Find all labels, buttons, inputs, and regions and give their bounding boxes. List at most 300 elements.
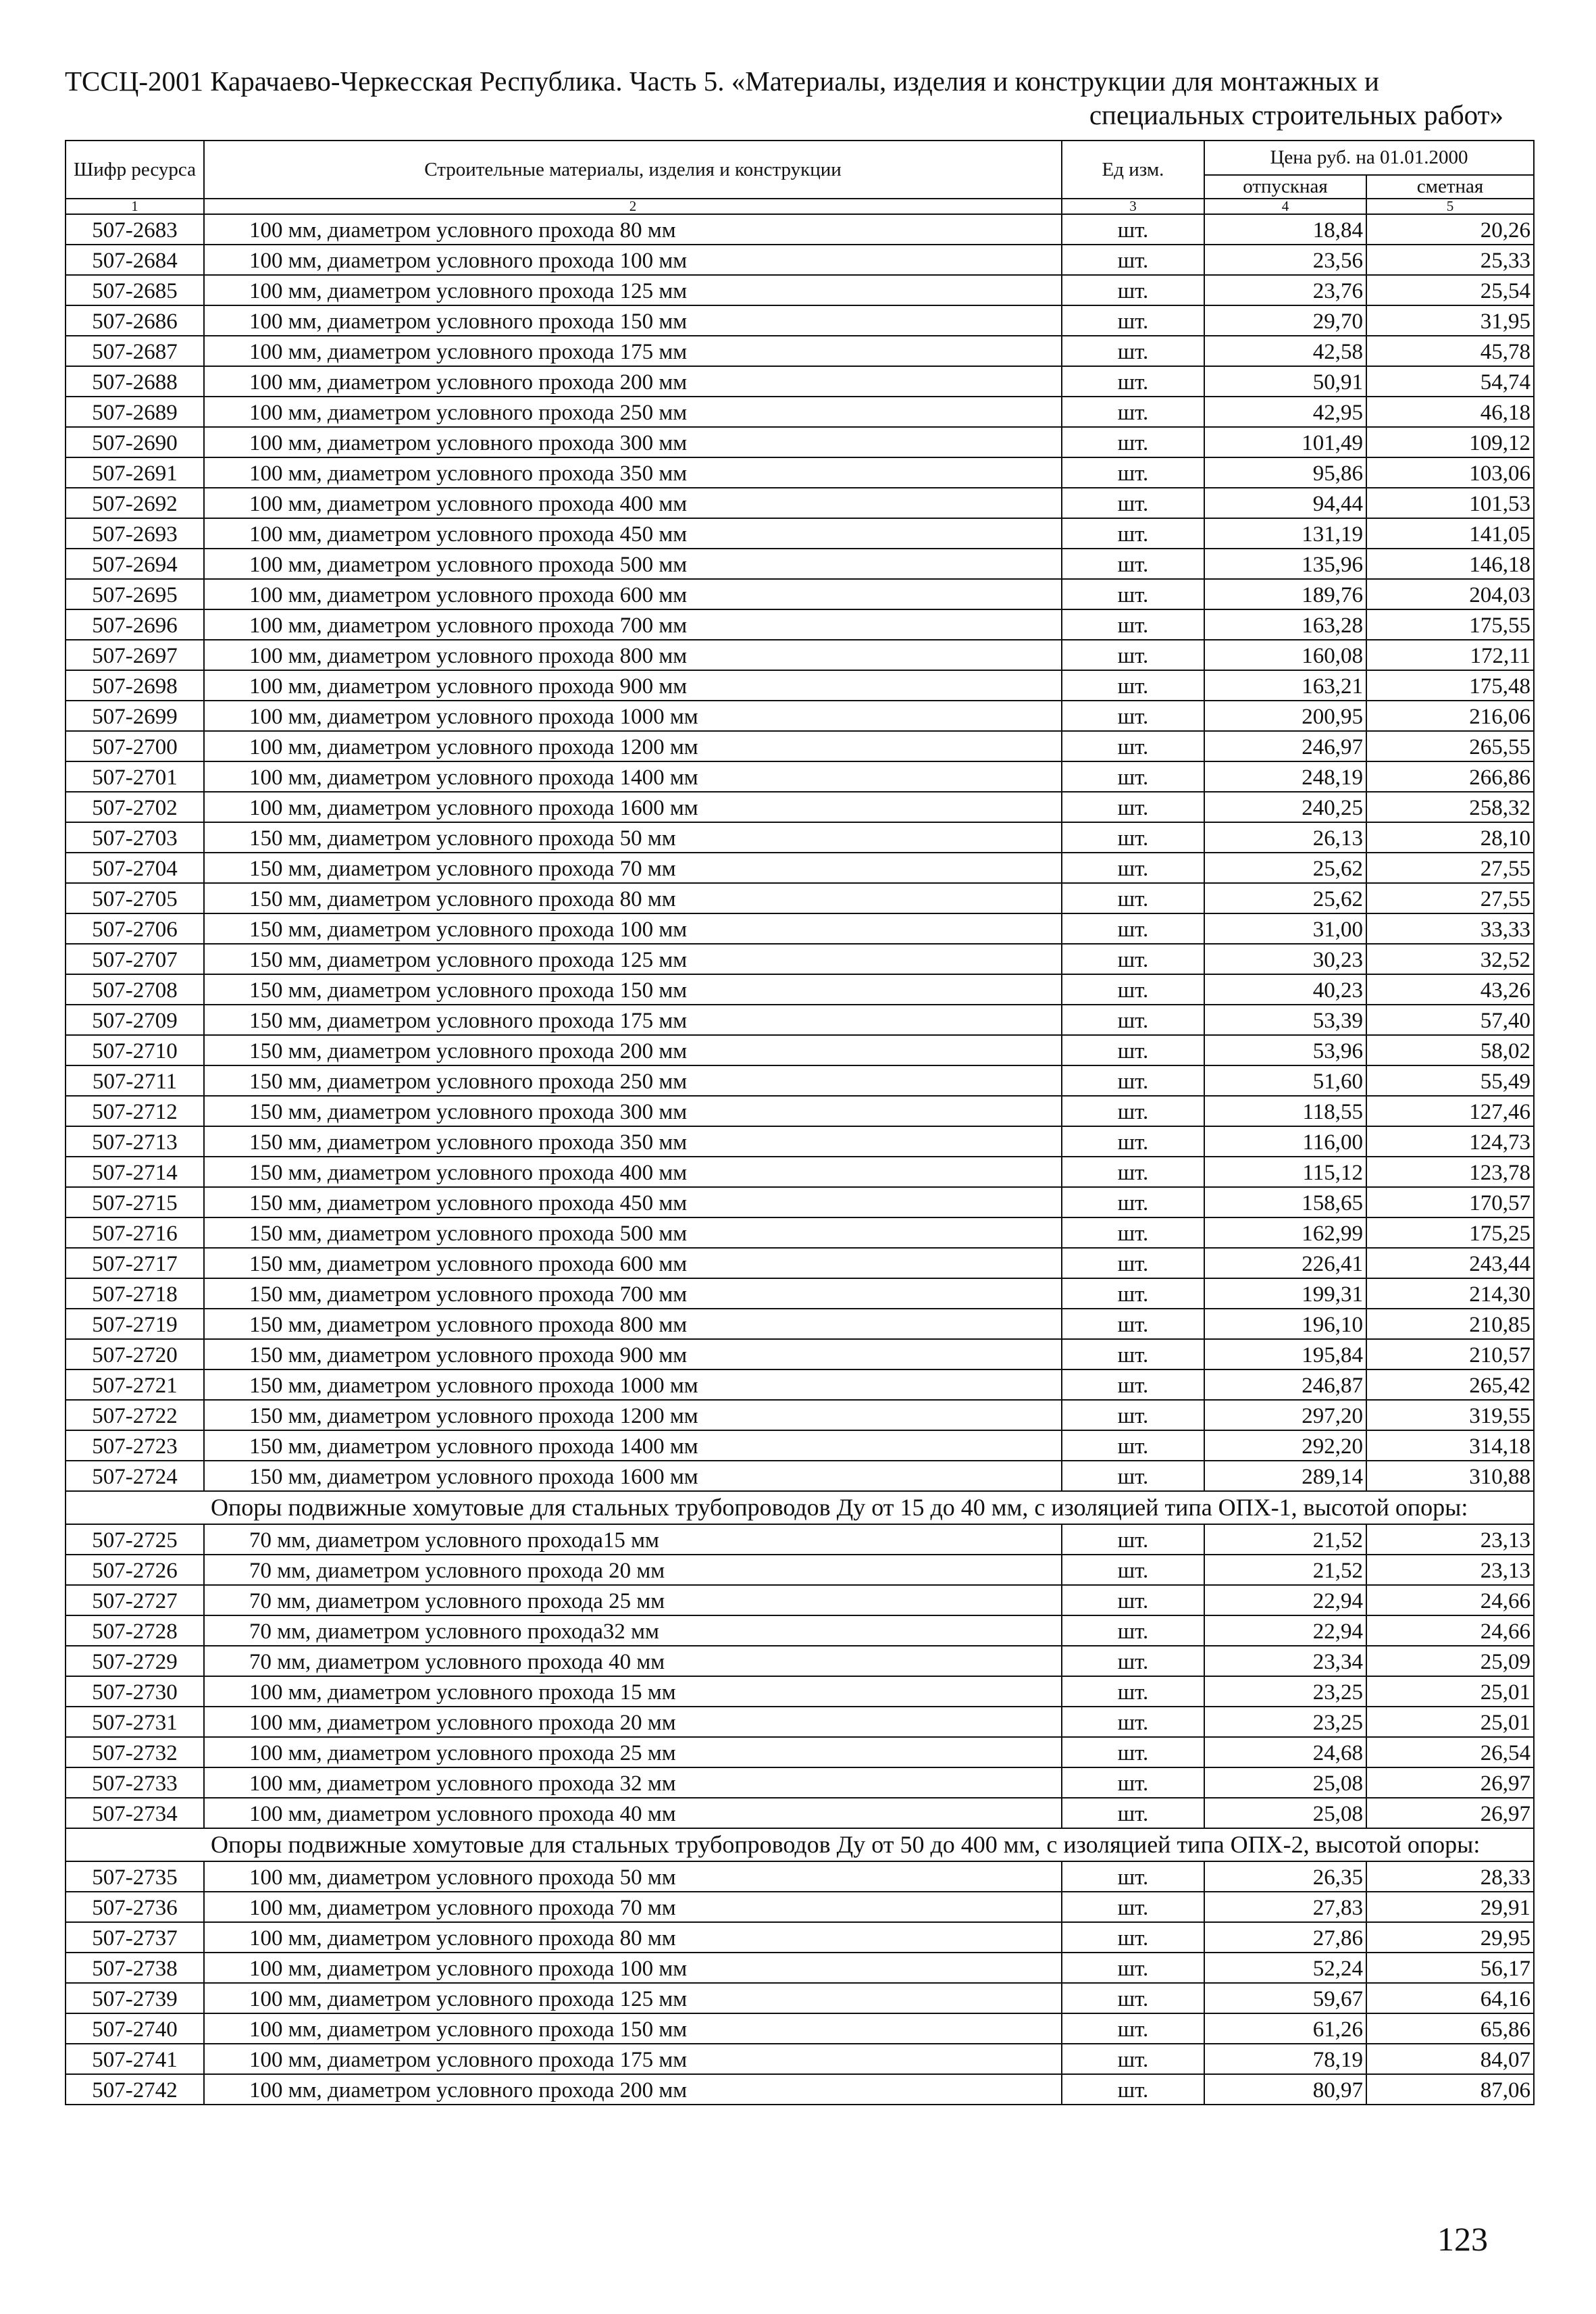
table-row — [66, 1461, 1534, 1491]
row-code: 507-2726 — [66, 1555, 204, 1585]
row-code: 507-2689 — [66, 397, 204, 427]
row-unit: шт. — [1062, 1953, 1204, 1983]
row-unit: шт. — [1062, 731, 1204, 761]
table-body-group-b — [66, 1524, 1534, 1828]
row-unit: шт. — [1062, 792, 1204, 822]
section-heading: Опоры подвижные хомутовые для стальных трубопроводов Ду от 15 до 40 мм, с изоляцией типа ОПХ-1, высотой опоры: — [66, 1491, 1534, 1524]
row-unit: шт. — [1062, 883, 1204, 913]
row-code: 507-2732 — [66, 1737, 204, 1767]
row-name: 150 мм, диаметром условного прохода 500 мм — [204, 1217, 1062, 1248]
row-price-estimate: 204,03 — [1366, 579, 1534, 609]
row-unit: шт. — [1062, 1922, 1204, 1953]
row-name: 100 мм, диаметром условного прохода 175 мм — [204, 2044, 1062, 2074]
table-row — [66, 1953, 1534, 1983]
table-row — [66, 701, 1534, 731]
row-price-estimate: 25,33 — [1366, 245, 1534, 275]
table-row — [66, 1922, 1534, 1953]
row-price-estimate: 46,18 — [1366, 397, 1534, 427]
row-price-estimate: 210,57 — [1366, 1339, 1534, 1369]
row-name: 150 мм, диаметром условного прохода 250 мм — [204, 1065, 1062, 1096]
table-row — [66, 1585, 1534, 1615]
row-name: 100 мм, диаметром условного прохода 80 мм — [204, 214, 1062, 245]
row-unit: шт. — [1062, 1555, 1204, 1585]
table-row — [66, 397, 1534, 427]
row-name: 100 мм, диаметром условного прохода 125 мм — [204, 1983, 1062, 2013]
table-row — [66, 579, 1534, 609]
row-code: 507-2684 — [66, 245, 204, 275]
row-price-release: 292,20 — [1204, 1430, 1366, 1461]
row-price-release: 162,99 — [1204, 1217, 1366, 1248]
row-price-release: 24,68 — [1204, 1737, 1366, 1767]
header-price-estimate: сметная — [1366, 175, 1534, 199]
row-name: 100 мм, диаметром условного прохода 70 мм — [204, 1892, 1062, 1922]
row-price-release: 53,39 — [1204, 1005, 1366, 1035]
row-code: 507-2742 — [66, 2074, 204, 2105]
row-name: 100 мм, диаметром условного прохода 32 мм — [204, 1767, 1062, 1798]
row-code: 507-2709 — [66, 1005, 204, 1035]
row-price-estimate: 175,55 — [1366, 609, 1534, 640]
row-code: 507-2740 — [66, 2013, 204, 2044]
row-code: 507-2688 — [66, 366, 204, 397]
row-price-release: 240,25 — [1204, 792, 1366, 822]
table-row — [66, 609, 1534, 640]
row-price-estimate: 25,54 — [1366, 275, 1534, 305]
row-unit: шт. — [1062, 944, 1204, 974]
row-price-release: 25,62 — [1204, 853, 1366, 883]
table-row — [66, 1065, 1534, 1096]
table-row — [66, 305, 1534, 336]
row-price-release: 196,10 — [1204, 1309, 1366, 1339]
row-price-release: 25,08 — [1204, 1798, 1366, 1828]
row-unit: шт. — [1062, 761, 1204, 792]
row-price-estimate: 84,07 — [1366, 2044, 1534, 2074]
section-c — [66, 1828, 1534, 1861]
row-unit: шт. — [1062, 1096, 1204, 1126]
row-price-estimate: 266,86 — [1366, 761, 1534, 792]
table-row — [66, 883, 1534, 913]
row-name: 70 мм, диаметром условного прохода 20 мм — [204, 1555, 1062, 1585]
row-price-release: 101,49 — [1204, 427, 1366, 457]
row-unit: шт. — [1062, 1065, 1204, 1096]
row-unit: шт. — [1062, 1585, 1204, 1615]
row-code: 507-2739 — [66, 1983, 204, 2013]
row-name: 100 мм, диаметром условного прохода 25 мм — [204, 1737, 1062, 1767]
column-number: 1 — [66, 199, 204, 214]
table-row — [66, 275, 1534, 305]
row-name: 100 мм, диаметром условного прохода 450 мм — [204, 518, 1062, 549]
row-price-estimate: 43,26 — [1366, 974, 1534, 1005]
table-row — [66, 1767, 1534, 1798]
row-price-estimate: 124,73 — [1366, 1126, 1534, 1157]
row-price-estimate: 56,17 — [1366, 1953, 1534, 1983]
row-price-release: 26,35 — [1204, 1861, 1366, 1892]
row-unit: шт. — [1062, 1615, 1204, 1646]
header-code: Шифр ресурса — [66, 141, 204, 199]
row-price-release: 226,41 — [1204, 1248, 1366, 1278]
table-row — [66, 1676, 1534, 1707]
row-unit: шт. — [1062, 397, 1204, 427]
row-price-estimate: 25,01 — [1366, 1707, 1534, 1737]
row-price-estimate: 141,05 — [1366, 518, 1534, 549]
row-price-estimate: 265,42 — [1366, 1369, 1534, 1400]
row-code: 507-2712 — [66, 1096, 204, 1126]
table-row — [66, 518, 1534, 549]
section-heading: Опоры подвижные хомутовые для стальных трубопроводов Ду от 50 до 400 мм, с изоляцией типа ОПХ-2, высотой опоры: — [66, 1828, 1534, 1861]
row-price-release: 200,95 — [1204, 701, 1366, 731]
row-code: 507-2714 — [66, 1157, 204, 1187]
table-body-group-a — [66, 214, 1534, 1491]
row-unit: шт. — [1062, 366, 1204, 397]
table-row — [66, 792, 1534, 822]
row-code: 507-2729 — [66, 1646, 204, 1676]
table-row — [66, 214, 1534, 245]
row-price-release: 158,65 — [1204, 1187, 1366, 1217]
row-code: 507-2731 — [66, 1707, 204, 1737]
row-unit: шт. — [1062, 1861, 1204, 1892]
row-price-release: 131,19 — [1204, 518, 1366, 549]
header-unit: Ед изм. — [1062, 141, 1204, 199]
row-price-estimate: 26,54 — [1366, 1737, 1534, 1767]
row-unit: шт. — [1062, 579, 1204, 609]
table-row — [66, 1707, 1534, 1737]
table-row — [66, 336, 1534, 366]
row-price-release: 160,08 — [1204, 640, 1366, 670]
row-unit: шт. — [1062, 1798, 1204, 1828]
row-price-release: 116,00 — [1204, 1126, 1366, 1157]
row-unit: шт. — [1062, 853, 1204, 883]
table-row — [66, 974, 1534, 1005]
row-name: 150 мм, диаметром условного прохода 1400 мм — [204, 1430, 1062, 1461]
row-name: 150 мм, диаметром условного прохода 70 мм — [204, 853, 1062, 883]
row-name: 100 мм, диаметром условного прохода 600 мм — [204, 579, 1062, 609]
row-unit: шт. — [1062, 275, 1204, 305]
row-price-estimate: 23,13 — [1366, 1524, 1534, 1555]
table-row — [66, 731, 1534, 761]
row-price-estimate: 314,18 — [1366, 1430, 1534, 1461]
row-unit: шт. — [1062, 2044, 1204, 2074]
row-unit: шт. — [1062, 1892, 1204, 1922]
row-name: 150 мм, диаметром условного прохода 450 мм — [204, 1187, 1062, 1217]
row-code: 507-2711 — [66, 1065, 204, 1096]
row-code: 507-2733 — [66, 1767, 204, 1798]
row-code: 507-2705 — [66, 883, 204, 913]
row-price-estimate: 243,44 — [1366, 1248, 1534, 1278]
table-row — [66, 1217, 1534, 1248]
row-unit: шт. — [1062, 1737, 1204, 1767]
row-name: 100 мм, диаметром условного прохода 175 мм — [204, 336, 1062, 366]
row-price-release: 80,97 — [1204, 2074, 1366, 2105]
row-code: 507-2721 — [66, 1369, 204, 1400]
row-price-estimate: 26,97 — [1366, 1798, 1534, 1828]
row-price-release: 21,52 — [1204, 1555, 1366, 1585]
row-name: 150 мм, диаметром условного прохода 700 мм — [204, 1278, 1062, 1309]
row-code: 507-2736 — [66, 1892, 204, 1922]
row-price-estimate: 25,09 — [1366, 1646, 1534, 1676]
row-code: 507-2728 — [66, 1615, 204, 1646]
row-price-estimate: 175,48 — [1366, 670, 1534, 701]
table-body-group-c — [66, 1861, 1534, 2105]
row-code: 507-2707 — [66, 944, 204, 974]
row-code: 507-2741 — [66, 2044, 204, 2074]
row-unit: шт. — [1062, 1035, 1204, 1065]
row-price-release: 30,23 — [1204, 944, 1366, 974]
table-row — [66, 822, 1534, 853]
row-price-release: 163,21 — [1204, 670, 1366, 701]
row-price-release: 25,62 — [1204, 883, 1366, 913]
row-name: 100 мм, диаметром условного прохода 50 мм — [204, 1861, 1062, 1892]
row-code: 507-2701 — [66, 761, 204, 792]
row-price-release: 61,26 — [1204, 2013, 1366, 2044]
row-price-release: 27,86 — [1204, 1922, 1366, 1953]
row-name: 100 мм, диаметром условного прохода 125 мм — [204, 275, 1062, 305]
row-name: 150 мм, диаметром условного прохода 125 мм — [204, 944, 1062, 974]
row-price-release: 31,00 — [1204, 913, 1366, 944]
table-row — [66, 1524, 1534, 1555]
column-number: 3 — [1062, 199, 1204, 214]
row-code: 507-2708 — [66, 974, 204, 1005]
row-name: 100 мм, диаметром условного прохода 1000 мм — [204, 701, 1062, 731]
row-price-estimate: 127,46 — [1366, 1096, 1534, 1126]
row-price-estimate: 27,55 — [1366, 853, 1534, 883]
row-unit: шт. — [1062, 1005, 1204, 1035]
row-name: 150 мм, диаметром условного прохода 50 мм — [204, 822, 1062, 853]
row-name: 150 мм, диаметром условного прохода 600 мм — [204, 1248, 1062, 1278]
row-name: 100 мм, диаметром условного прохода 15 мм — [204, 1676, 1062, 1707]
row-price-estimate: 29,95 — [1366, 1922, 1534, 1953]
row-code: 507-2700 — [66, 731, 204, 761]
row-name: 100 мм, диаметром условного прохода 100 мм — [204, 245, 1062, 275]
row-price-release: 289,14 — [1204, 1461, 1366, 1491]
row-price-estimate: 216,06 — [1366, 701, 1534, 731]
row-price-estimate: 28,33 — [1366, 1861, 1534, 1892]
row-name: 150 мм, диаметром условного прохода 175 мм — [204, 1005, 1062, 1035]
row-unit: шт. — [1062, 670, 1204, 701]
row-unit: шт. — [1062, 518, 1204, 549]
row-code: 507-2722 — [66, 1400, 204, 1430]
row-code: 507-2702 — [66, 792, 204, 822]
row-price-estimate: 265,55 — [1366, 731, 1534, 761]
row-name: 150 мм, диаметром условного прохода 1000 мм — [204, 1369, 1062, 1400]
row-code: 507-2720 — [66, 1339, 204, 1369]
row-unit: шт. — [1062, 1524, 1204, 1555]
row-name: 70 мм, диаметром условного прохода 40 мм — [204, 1646, 1062, 1676]
row-name: 100 мм, диаметром условного прохода 1400 мм — [204, 761, 1062, 792]
row-name: 100 мм, диаметром условного прохода 200 мм — [204, 366, 1062, 397]
row-price-release: 42,58 — [1204, 336, 1366, 366]
row-price-estimate: 24,66 — [1366, 1585, 1534, 1615]
row-price-estimate: 170,57 — [1366, 1187, 1534, 1217]
row-price-estimate: 172,11 — [1366, 640, 1534, 670]
row-name: 100 мм, диаметром условного прохода 80 мм — [204, 1922, 1062, 1953]
table-row — [66, 640, 1534, 670]
row-price-estimate: 24,66 — [1366, 1615, 1534, 1646]
row-price-release: 23,25 — [1204, 1676, 1366, 1707]
row-code: 507-2730 — [66, 1676, 204, 1707]
row-unit: шт. — [1062, 1767, 1204, 1798]
row-code: 507-2734 — [66, 1798, 204, 1828]
row-price-estimate: 65,86 — [1366, 2013, 1534, 2044]
row-name: 100 мм, диаметром условного прохода 250 мм — [204, 397, 1062, 427]
row-price-release: 21,52 — [1204, 1524, 1366, 1555]
row-unit: шт. — [1062, 974, 1204, 1005]
row-name: 100 мм, диаметром условного прохода 900 мм — [204, 670, 1062, 701]
row-unit: шт. — [1062, 549, 1204, 579]
row-unit: шт. — [1062, 457, 1204, 488]
page-title-line-2: специальных строительных работ» — [1089, 99, 1503, 130]
column-number: 5 — [1366, 199, 1534, 214]
row-price-release: 40,23 — [1204, 974, 1366, 1005]
row-name: 70 мм, диаметром условного прохода32 мм — [204, 1615, 1062, 1646]
row-code: 507-2719 — [66, 1309, 204, 1339]
row-price-estimate: 26,97 — [1366, 1767, 1534, 1798]
table-row — [66, 1309, 1534, 1339]
row-code: 507-2694 — [66, 549, 204, 579]
row-code: 507-2685 — [66, 275, 204, 305]
table-row — [66, 1646, 1534, 1676]
row-price-release: 51,60 — [1204, 1065, 1366, 1096]
row-unit: шт. — [1062, 1187, 1204, 1217]
page-title-line-1: ТССЦ-2001 Карачаево-Черкесская Республика. Часть 5. «Материалы, изделия и конструкции для монтажных и — [65, 66, 1379, 97]
row-name: 150 мм, диаметром условного прохода 200 мм — [204, 1035, 1062, 1065]
row-code: 507-2717 — [66, 1248, 204, 1278]
row-unit: шт. — [1062, 245, 1204, 275]
table-row — [66, 1157, 1534, 1187]
row-price-release: 163,28 — [1204, 609, 1366, 640]
row-code: 507-2706 — [66, 913, 204, 944]
row-price-release: 23,34 — [1204, 1646, 1366, 1676]
row-price-estimate: 258,32 — [1366, 792, 1534, 822]
row-code: 507-2683 — [66, 214, 204, 245]
table-row — [66, 853, 1534, 883]
table-row — [66, 457, 1534, 488]
row-code: 507-2725 — [66, 1524, 204, 1555]
column-number: 4 — [1204, 199, 1366, 214]
row-price-estimate: 25,01 — [1366, 1676, 1534, 1707]
row-code: 507-2703 — [66, 822, 204, 853]
row-price-release: 189,76 — [1204, 579, 1366, 609]
table-row — [66, 1096, 1534, 1126]
row-name: 100 мм, диаметром условного прохода 100 мм — [204, 1953, 1062, 1983]
row-price-estimate: 20,26 — [1366, 214, 1534, 245]
table-row — [66, 1737, 1534, 1767]
table-row — [66, 1555, 1534, 1585]
row-unit: шт. — [1062, 1983, 1204, 2013]
row-price-release: 42,95 — [1204, 397, 1366, 427]
table-row — [66, 1983, 1534, 2013]
row-unit: шт. — [1062, 640, 1204, 670]
row-price-estimate: 101,53 — [1366, 488, 1534, 518]
header-price-release: отпускная — [1204, 175, 1366, 199]
row-unit: шт. — [1062, 2013, 1204, 2044]
row-code: 507-2687 — [66, 336, 204, 366]
row-price-release: 246,87 — [1204, 1369, 1366, 1400]
row-price-estimate: 55,49 — [1366, 1065, 1534, 1096]
row-code: 507-2696 — [66, 609, 204, 640]
table-row — [66, 1278, 1534, 1309]
row-unit: шт. — [1062, 1707, 1204, 1737]
row-code: 507-2686 — [66, 305, 204, 336]
row-name: 100 мм, диаметром условного прохода 400 мм — [204, 488, 1062, 518]
row-price-release: 59,67 — [1204, 1983, 1366, 2013]
row-unit: шт. — [1062, 305, 1204, 336]
row-code: 507-2723 — [66, 1430, 204, 1461]
row-name: 100 мм, диаметром условного прохода 800 мм — [204, 640, 1062, 670]
row-price-release: 22,94 — [1204, 1585, 1366, 1615]
row-price-estimate: 45,78 — [1366, 336, 1534, 366]
row-price-estimate: 29,91 — [1366, 1892, 1534, 1922]
row-price-release: 29,70 — [1204, 305, 1366, 336]
row-unit: шт. — [1062, 1217, 1204, 1248]
row-name: 150 мм, диаметром условного прохода 1200 мм — [204, 1400, 1062, 1430]
row-price-estimate: 146,18 — [1366, 549, 1534, 579]
table-row — [66, 1861, 1534, 1892]
row-price-estimate: 175,25 — [1366, 1217, 1534, 1248]
table-row — [66, 1035, 1534, 1065]
row-code: 507-2697 — [66, 640, 204, 670]
row-price-release: 195,84 — [1204, 1339, 1366, 1369]
row-unit: шт. — [1062, 609, 1204, 640]
row-price-release: 23,25 — [1204, 1707, 1366, 1737]
row-name: 100 мм, диаметром условного прохода 1600 мм — [204, 792, 1062, 822]
row-unit: шт. — [1062, 1126, 1204, 1157]
table-row — [66, 1369, 1534, 1400]
row-unit: шт. — [1062, 1309, 1204, 1339]
row-unit: шт. — [1062, 1646, 1204, 1676]
table-row — [66, 1615, 1534, 1646]
row-price-release: 118,55 — [1204, 1096, 1366, 1126]
section-b — [66, 1491, 1534, 1524]
row-name: 150 мм, диаметром условного прохода 400 мм — [204, 1157, 1062, 1187]
row-price-estimate: 210,85 — [1366, 1309, 1534, 1339]
table-row — [66, 488, 1534, 518]
page-title — [65, 64, 1503, 132]
row-code: 507-2716 — [66, 1217, 204, 1248]
row-price-estimate: 28,10 — [1366, 822, 1534, 853]
table-row — [66, 1798, 1534, 1828]
row-price-estimate: 32,52 — [1366, 944, 1534, 974]
row-price-release: 22,94 — [1204, 1615, 1366, 1646]
row-price-release: 50,91 — [1204, 366, 1366, 397]
row-name: 150 мм, диаметром условного прохода 1600 мм — [204, 1461, 1062, 1491]
row-unit: шт. — [1062, 822, 1204, 853]
row-name: 100 мм, диаметром условного прохода 500 мм — [204, 549, 1062, 579]
table-row — [66, 913, 1534, 944]
row-price-release: 26,13 — [1204, 822, 1366, 853]
row-price-estimate: 33,33 — [1366, 913, 1534, 944]
row-name: 100 мм, диаметром условного прохода 40 мм — [204, 1798, 1062, 1828]
row-price-estimate: 87,06 — [1366, 2074, 1534, 2105]
row-price-release: 297,20 — [1204, 1400, 1366, 1430]
row-code: 507-2699 — [66, 701, 204, 731]
row-code: 507-2695 — [66, 579, 204, 609]
row-name: 100 мм, диаметром условного прохода 350 мм — [204, 457, 1062, 488]
row-name: 70 мм, диаметром условного прохода15 мм — [204, 1524, 1062, 1555]
price-table — [65, 140, 1535, 2105]
row-unit: шт. — [1062, 913, 1204, 944]
row-unit: шт. — [1062, 336, 1204, 366]
row-name: 150 мм, диаметром условного прохода 100 мм — [204, 913, 1062, 944]
row-code: 507-2704 — [66, 853, 204, 883]
row-name: 100 мм, диаметром условного прохода 1200 мм — [204, 731, 1062, 761]
row-unit: шт. — [1062, 1676, 1204, 1707]
row-price-release: 23,56 — [1204, 245, 1366, 275]
row-code: 507-2724 — [66, 1461, 204, 1491]
row-price-release: 199,31 — [1204, 1278, 1366, 1309]
row-price-release: 95,86 — [1204, 457, 1366, 488]
row-code: 507-2710 — [66, 1035, 204, 1065]
row-price-estimate: 57,40 — [1366, 1005, 1534, 1035]
row-code: 507-2713 — [66, 1126, 204, 1157]
